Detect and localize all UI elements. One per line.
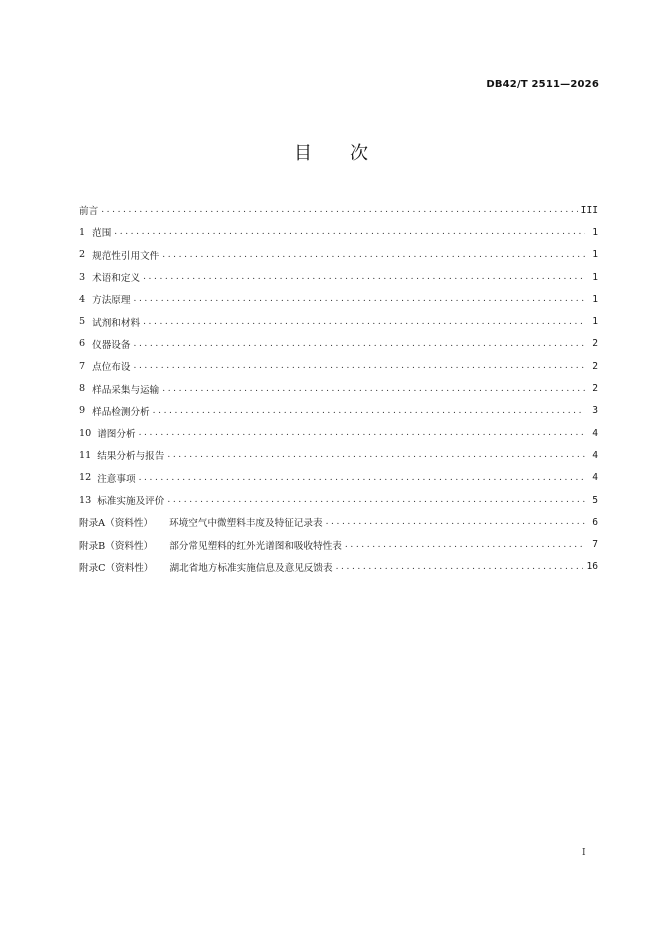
toc-leader-dots (101, 205, 577, 215)
toc-entry[interactable] (79, 444, 598, 466)
toc-leader-dots (133, 361, 585, 371)
toc-leader-dots (133, 294, 585, 304)
toc-entry-number: 12 (79, 472, 92, 484)
toc-entry[interactable] (79, 511, 598, 533)
toc-entry[interactable] (79, 355, 598, 377)
toc-entry[interactable] (79, 310, 598, 332)
toc-entry-label: 方法原理 (92, 295, 131, 307)
toc-entry-number: 13 (79, 494, 92, 506)
toc-entry[interactable] (79, 489, 598, 511)
toc-entry-number: 5 (79, 316, 86, 328)
toc-entry-label: 部分常见塑料的红外光谱图和吸收特性表 (169, 540, 342, 552)
toc-entry-page: 4 (592, 449, 598, 461)
toc-entry-label: 仪器设备 (92, 339, 131, 351)
toc-entry-number: 9 (79, 405, 86, 417)
toc-entry[interactable] (79, 221, 598, 243)
toc-entry-number: 4 (79, 293, 86, 305)
toc-entry-page: III (580, 204, 598, 216)
toc-entry-page: 7 (592, 539, 598, 551)
table-of-contents (79, 199, 598, 578)
toc-entry-label: 样品检测分析 (92, 406, 150, 418)
toc-entry-page: 2 (592, 360, 598, 372)
toc-leader-dots (114, 227, 585, 237)
toc-entry[interactable] (79, 467, 598, 489)
toc-entry-number: 附录C（资料性） (79, 562, 154, 574)
toc-entry-page: 4 (592, 427, 598, 439)
toc-title-char-2: 次 (350, 143, 368, 164)
toc-entry-label: 术语和定义 (92, 273, 141, 285)
toc-entry[interactable] (79, 400, 598, 422)
toc-entry-label: 环境空气中微塑料丰度及特征记录表 (169, 518, 323, 530)
toc-entry[interactable] (79, 377, 598, 399)
toc-entry-page: 1 (592, 249, 598, 261)
document-code: DB42/T 2511—2026 (486, 79, 599, 90)
toc-leader-dots (139, 428, 585, 438)
toc-entry[interactable] (79, 422, 598, 444)
toc-leader-dots (143, 272, 585, 282)
toc-leader-dots (162, 250, 585, 260)
toc-entry-label: 点位布设 (92, 362, 131, 374)
toc-entry-number: 附录A（资料性） (79, 518, 154, 530)
toc-leader-dots (139, 473, 585, 483)
toc-entry-number: 11 (79, 449, 92, 461)
page-number: I (582, 848, 586, 858)
toc-entry-page: 16 (586, 561, 598, 573)
toc-leader-dots (153, 406, 585, 416)
toc-entry-page: 5 (592, 494, 598, 506)
toc-entry-label: 样品采集与运输 (92, 384, 160, 396)
toc-title (0, 139, 662, 165)
toc-entry-page: 6 (592, 516, 598, 528)
toc-leader-dots (336, 562, 584, 572)
toc-entry-label: 湖北省地方标准实施信息及意见反馈表 (169, 562, 333, 574)
toc-entry-label: 谱图分析 (97, 429, 136, 441)
toc-entry-label: 结果分析与报告 (97, 451, 165, 463)
toc-entry-page: 1 (592, 271, 598, 283)
toc-entry[interactable] (79, 556, 598, 578)
toc-leader-dots (162, 384, 585, 394)
toc-leader-dots (167, 450, 585, 460)
toc-entry-page: 2 (592, 383, 598, 395)
toc-entry-label: 前言 (79, 206, 99, 218)
toc-entry[interactable] (79, 199, 598, 221)
toc-entry-label: 规范性引用文件 (92, 250, 160, 262)
toc-entry-label: 标准实施及评价 (97, 496, 165, 507)
toc-entry-number: 2 (79, 249, 86, 261)
toc-entry-label: 注意事项 (97, 473, 136, 485)
toc-entry[interactable] (79, 333, 598, 355)
toc-entry-number: 6 (79, 338, 86, 350)
toc-entry[interactable] (79, 266, 598, 288)
toc-entry[interactable] (79, 288, 598, 310)
toc-entry-number: 7 (79, 360, 86, 372)
toc-entry-number: 10 (79, 427, 92, 439)
toc-entry-page: 4 (592, 472, 598, 484)
toc-leader-dots (326, 517, 585, 527)
toc-leader-dots (133, 339, 585, 349)
toc-entry-number: 3 (79, 271, 86, 283)
toc-entry[interactable] (79, 244, 598, 266)
toc-entry-page: 1 (592, 293, 598, 305)
toc-entry-label: 范围 (92, 228, 112, 240)
toc-leader-dots (143, 317, 585, 327)
toc-entry-number: 8 (79, 383, 86, 395)
toc-leader-dots (345, 540, 585, 550)
toc-entry-page: 1 (592, 316, 598, 328)
toc-entry-number: 附录B（资料性） (79, 540, 154, 552)
toc-entry-page: 1 (592, 226, 598, 238)
toc-entry[interactable] (79, 533, 598, 555)
toc-entry-page: 3 (592, 405, 598, 417)
toc-entry-label: 试剂和材料 (92, 317, 141, 329)
toc-leader-dots (167, 495, 585, 505)
toc-entry-number: 1 (79, 226, 86, 238)
toc-title-char-1: 目 (294, 143, 312, 164)
toc-entry-page: 2 (592, 338, 598, 350)
